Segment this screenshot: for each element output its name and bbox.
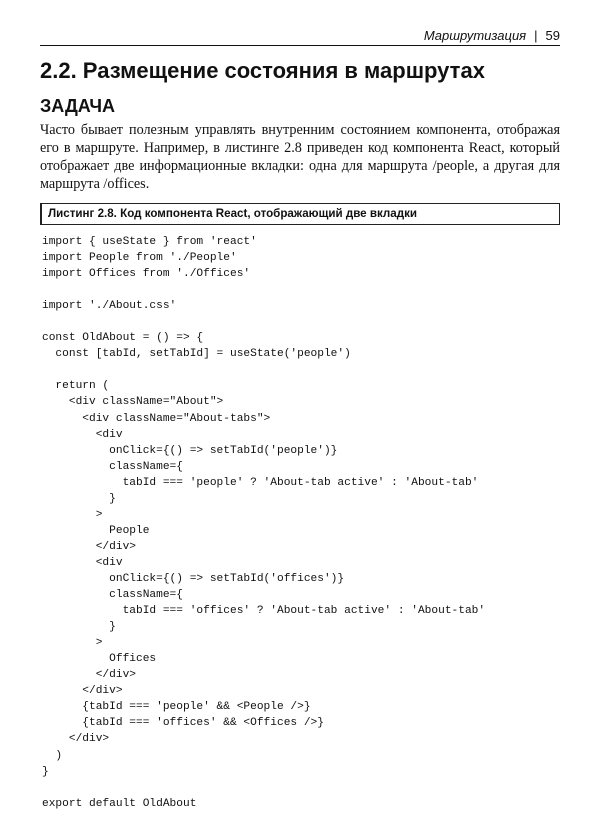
code-line: onClick={() => setTabId('offices')} bbox=[42, 572, 345, 585]
page-number: 59 bbox=[545, 28, 560, 43]
code-line: } bbox=[42, 621, 116, 634]
running-title: Маршрутизация bbox=[423, 28, 527, 43]
code-line: </div> bbox=[42, 540, 136, 553]
code-line: <div className="About"> bbox=[42, 396, 224, 409]
code-line: People bbox=[42, 524, 150, 537]
code-line: tabId === 'people' ? 'About-tab active' : 'About-tab' bbox=[42, 476, 479, 489]
code-line: onClick={() => setTabId('people')} bbox=[42, 444, 338, 457]
code-line: <div bbox=[42, 428, 123, 441]
code-line: {tabId === 'offices' && <Offices />} bbox=[42, 717, 324, 730]
code-line bbox=[42, 282, 485, 298]
code-listing bbox=[42, 234, 485, 812]
code-line: <div bbox=[42, 556, 123, 569]
code-line: </div> bbox=[42, 669, 136, 682]
code-line: ) bbox=[42, 749, 63, 762]
code-line: export default OldAbout bbox=[42, 797, 197, 810]
code-line: const [tabId, setTabId] = useState('people') bbox=[42, 348, 351, 361]
code-line bbox=[42, 314, 485, 330]
section-title: 2.2. Размещение состояния в маршрутах bbox=[40, 58, 485, 83]
code-line: import People from './People' bbox=[42, 252, 237, 265]
task-heading: ЗАДАЧА bbox=[40, 96, 116, 116]
running-head bbox=[40, 28, 560, 46]
listing-caption: Листинг 2.8. Код компонента React, отображающий две вкладки bbox=[48, 207, 418, 220]
code-line: } bbox=[42, 765, 49, 778]
code-line: <div className="About-tabs"> bbox=[42, 412, 271, 425]
code-line: } bbox=[42, 492, 116, 505]
code-line: </div> bbox=[42, 685, 123, 698]
code-line: import './About.css' bbox=[42, 300, 177, 313]
body-paragraph: Часто бывает полезным управлять внутренним состоянием компонента, отображая его в маршруте. Например, в листинге 2.8 приведен код компонента React, который отображает две информационные вкладки: одна для маршрута /people, а другая для маршрута /offices. bbox=[40, 122, 560, 192]
header-separator: | bbox=[534, 28, 538, 43]
code-line: const OldAbout = () => { bbox=[42, 332, 204, 345]
code-line: import { useState } from 'react' bbox=[42, 236, 257, 248]
code-line bbox=[42, 780, 485, 796]
code-line: className={ bbox=[42, 460, 183, 473]
code-line: {tabId === 'people' && <People />} bbox=[42, 701, 311, 714]
header-rule bbox=[40, 45, 560, 46]
code-line: return ( bbox=[42, 380, 110, 393]
code-line: tabId === 'offices' ? 'About-tab active' : 'About-tab' bbox=[42, 605, 486, 618]
code-line: </div> bbox=[42, 733, 110, 746]
code-line: Offices bbox=[42, 653, 157, 666]
code-line: import Offices from './Offices' bbox=[42, 268, 251, 281]
listing-caption-box bbox=[40, 203, 560, 225]
code-line bbox=[42, 362, 485, 378]
code-line: > bbox=[42, 508, 103, 521]
code-line: className={ bbox=[42, 589, 183, 602]
code-line: > bbox=[42, 637, 103, 650]
